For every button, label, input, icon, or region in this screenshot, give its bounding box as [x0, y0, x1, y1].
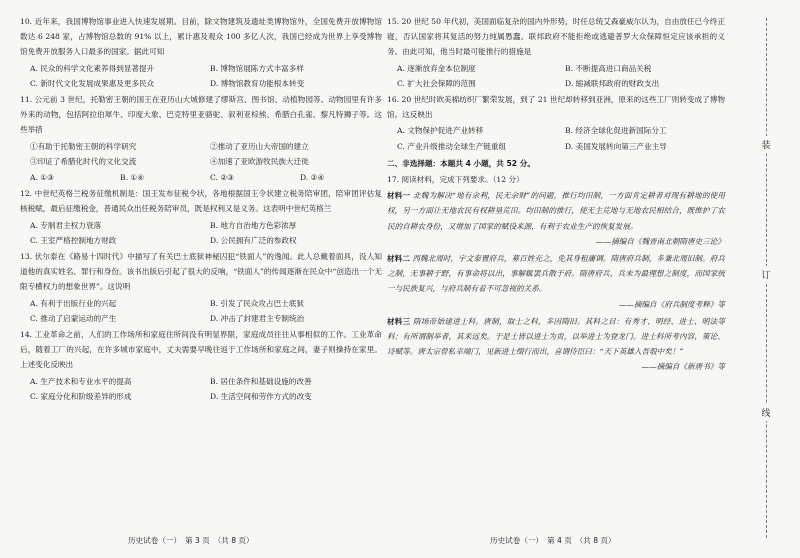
q12-option-b: B. 地方自治地方色彩浓厚	[210, 220, 297, 230]
material-2-text: 西魏北周时，宇文泰置府兵，募百姓充之，免其身租庸调。隋唐府兵制，多兼北周旧制。府兵之制，无事耕于野，有事命将以出，事解辄罢兵散于府。隋唐府兵，兵未为最理想之制度，而国家统一与民族复兴，与府兵制有着不可忽视的关系。	[387, 254, 726, 294]
q15-option-c: C. 扩大社会保障的范围	[397, 78, 476, 88]
q10-option-a: A. 民众的科学文化素养得到显著提升	[30, 63, 155, 73]
material-2	[387, 251, 725, 297]
q11-statement-4: ④加速了亚欧游牧民族大迁徙	[210, 156, 309, 166]
question-16-stem: 16. 20 世纪时欧美棉纺织厂繁荣发展，到了 21 世纪却转移到亚洲，原来的这些工厂则转变成了博物馆。这反映出	[387, 95, 725, 120]
q11-answer-d: D. ②④	[300, 173, 325, 183]
q14-option-b: B. 居住条件和基础设施的改善	[210, 376, 312, 386]
q13-option-b: B. 引发了民众攻占巴士底狱	[210, 298, 304, 308]
question-12-options	[30, 218, 382, 248]
question-11-stem: 11. 公元前 3 世纪，托勒密王朝的国王在亚历山大城修建了缪斯宫、图书馆、动植物园等。动物园里有许多外来的动物，包括阿拉伯犀牛、印度大象、巴克特里亚骆驼、叙利亚棕熊、希腊白孔雀、黎凡特狮子等。这些举措	[20, 95, 382, 135]
q12-option-d: D. 公民拥有广泛的参政权	[210, 235, 297, 245]
material-2-source: ——摘编自《府兵制度考释》等	[618, 299, 725, 309]
material-3-source: ——摘编自《新唐书》等	[641, 362, 725, 372]
q10-option-b: B. 博物馆展陈方式丰富多样	[210, 63, 304, 73]
q15-option-a: A. 逐渐放弃金本位制度	[397, 63, 476, 73]
q14-option-d: D. 生活空间和劳作方式的改变	[210, 391, 312, 401]
q10-option-d: D. 博物馆教育功能根本转变	[210, 78, 305, 88]
page-footer-left: 历史试卷（一） 第 3 页 （共 8 页）	[128, 536, 254, 545]
gutter-char-xian: 线	[758, 404, 774, 421]
material-1-text: 北魏为解决“地有余利，民无余财”的问题，推行均田制，一方面肯定耕者对现有耕地的使用权，另一方面让无地农民有权耕垦荒田。均田制的推行，使无主荒地与无地农民相结合，既维护了农民的自耕农身份，又增加了国家的赋役来源，有利于农业生产的恢复发展。	[387, 191, 725, 231]
material-1-source: ——摘编自《魏晋南北朝隋唐史三论》	[595, 236, 725, 246]
question-13-stem: 13. 伏尔泰在《路易十四时代》中描写了有关巴士底狱神秘囚犯“铁面人”的逸闻。此人总戴着面具，没人知道他的真实姓名、罪行和身份。该书出版后引起了很大的反响，“铁面人”的传闻逐渐在民众中“创造出一个无限专横权力的想象世界”。这说明	[20, 252, 382, 292]
question-16-options	[397, 123, 725, 153]
q16-option-b: B. 经济全球化促进新国际分工	[565, 126, 667, 136]
question-13-options	[30, 296, 382, 326]
question-11-statements	[30, 139, 382, 169]
q13-option-d: D. 冲击了封建君主专制统治	[210, 313, 305, 323]
right-page	[387, 14, 725, 377]
q10-option-c: C. 新时代文化发展成果惠及更多民众	[30, 78, 155, 88]
section-title: 二、非选择题：本题共 4 小题，共 52 分。	[387, 158, 535, 168]
question-14-options	[30, 374, 382, 404]
question-12-stem: 12. 中世纪英格兰税务征缴机制是：国王发布征税令状，各地根据国王令状建立税务陪审团，陪审团评估复核税赋，最后征缴税金，普通民众出任税务陪审员，既是权利又是义务。这表明中世纪英格兰	[20, 189, 382, 214]
q11-answer-c: C. ②③	[210, 173, 234, 183]
q11-statement-1: ①有助于托勒密王朝的科学研究	[30, 141, 137, 151]
material-3-label: 材料三	[387, 316, 411, 326]
q16-option-d: D. 美国发展转向第三产业主导	[565, 141, 667, 151]
question-15-options	[397, 61, 725, 91]
q15-option-d: D. 缩减联邦政府的财政支出	[565, 78, 660, 88]
question-14-stem: 14. 工业革命之前，人们的工作场所和家庭住所间没有明显界限，家庭成员往往从事相似的工作。工业革命后，随着工厂的兴起，在许多城市家庭中，丈夫需要早晚往返于工作场所和家庭之间，妻子则操持在家里。上述变化反映出	[20, 330, 382, 370]
left-page	[20, 14, 382, 405]
q14-option-c: C. 家庭分化和阶级差异的形成	[30, 391, 132, 401]
q12-option-c: C. 王室严格控制地方财政	[30, 235, 117, 245]
question-17-stem: 17. 阅读材料，完成下列要求。（12 分）	[387, 175, 524, 185]
material-3-text: 隋场帝始建进士科。唐制，取士之科，多因隋旧。其科之目：有秀才、明经、进士、明法等科；有所谓制举者，其来远矣。于是士皆以进士为贵，以举进士为登龙门。进士科所考内容，策论、诗赋等。唐太宗曾私幸端门，见新进士缀行而出，喜谓侍臣曰：“天下英雄入吾彀中矣！”	[387, 316, 725, 357]
q12-option-a: A. 专制君主权力衰落	[30, 220, 102, 230]
binding-gutter	[744, 0, 800, 558]
q14-option-a: A. 生产技术和专业水平的提高	[30, 376, 132, 386]
q15-option-b: B. 不断提高进口商品关税	[565, 63, 652, 73]
page-footer-right: 历史试卷（一） 第 4 页 （共 8 页）	[490, 536, 616, 545]
q11-answer-a: A. ①③	[30, 173, 54, 183]
q11-statement-2: ②推动了亚历山大帝国的建立	[210, 141, 309, 151]
q13-option-a: A. 有利于出版行业的兴起	[30, 298, 117, 308]
question-15-stem: 15. 20 世纪 50 年代初，美国面临复杂的国内外形势，时任总统艾森豪威尔认为，自由放任已今终正寝，否认国家将其复活的努力纯属愚蠢。联邦政府不能拒绝或逃避普罗大众保障恒定应该承担的义务。由此可知，他当时最可能推行的措施是	[387, 17, 725, 57]
material-1-label: 材料一	[387, 191, 411, 201]
material-3	[387, 314, 725, 360]
q13-option-c: C. 推动了启蒙运动的产生	[30, 313, 117, 323]
question-10-stem: 10. 近年来，我国博物馆事业进入快速发展期。目前，除文物建筑及遗址类博物馆外，全国免费开放博物馆数达 6 248 家，占博物馆总数的 91% 以上，累计惠及观众 100 多亿人次，我国已经成为世界上享受博物馆免费开放服务人口最多的国家。据此可知	[20, 17, 382, 57]
q16-option-c: C. 产业升级推动全球生产链重组	[397, 141, 507, 151]
question-11-answers	[30, 170, 382, 185]
material-2-label: 材料二	[387, 254, 410, 264]
question-10-options	[30, 61, 382, 91]
q16-option-a: A. 文物保护促进产业转移	[397, 126, 484, 136]
q11-answer-b: B. ①④	[120, 173, 145, 183]
gutter-char-zhuang: 装	[758, 136, 774, 153]
material-1	[387, 188, 725, 234]
gutter-char-ding: 订	[758, 266, 774, 283]
q11-statement-3: ③印证了希腊化时代的文化交流	[30, 156, 137, 166]
